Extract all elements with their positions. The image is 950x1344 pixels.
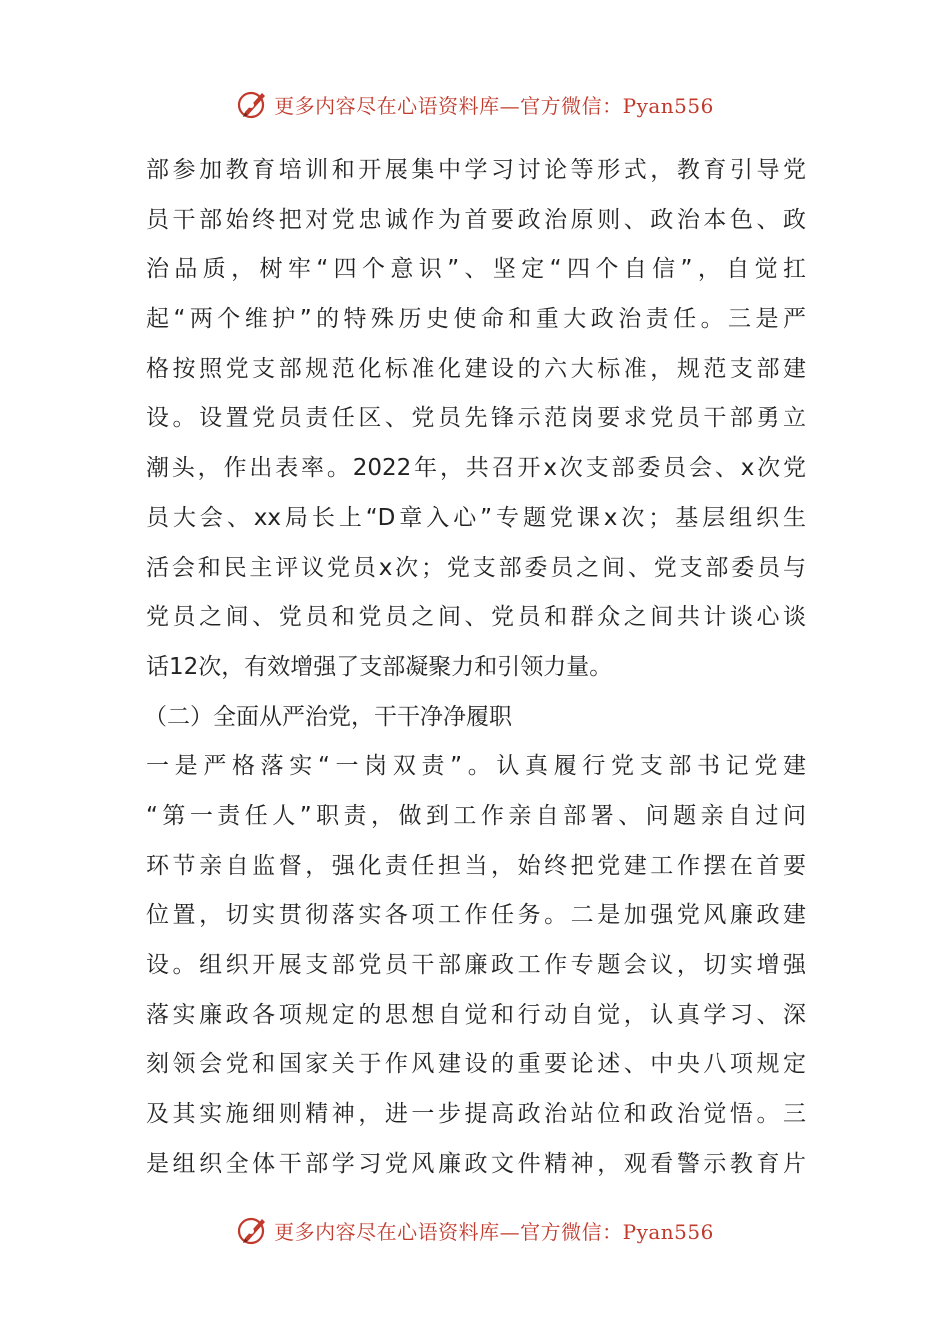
body-line: 话12次，有效增强了支部凝聚力和引领力量。 xyxy=(146,653,613,680)
body-line: 落实廉政各项规定的思想自觉和行动自觉，认真学习、深 xyxy=(146,1001,806,1028)
watermark-header xyxy=(0,84,950,124)
body-line: 设。设置党员责任区、党员先锋示范岗要求党员干部勇立 xyxy=(146,405,806,432)
body-line: 环节亲自监督，强化责任担当，始终把党建工作摆在首要 xyxy=(146,852,806,879)
body-line: 治品质，树牢“四个意识”、坚定“四个自信”，自觉扛 xyxy=(146,256,806,283)
body-line: 起“两个维护”的特殊历史使命和重大政治责任。三是严 xyxy=(146,306,806,333)
body-line: 位置，切实贯彻落实各项工作任务。二是加强党风廉政建 xyxy=(146,902,806,929)
body-line: 格按照党支部规范化标准化建设的六大标准，规范支部建 xyxy=(146,355,806,382)
pen-in-circle-logo-icon xyxy=(236,87,270,121)
body-line: 设。组织开展支部党员干部廉政工作专题会议，切实增强 xyxy=(146,952,806,978)
section-heading: （二）全面从严治党，干干净净履职 xyxy=(144,703,512,730)
watermark-text: 更多内容尽在心语资料库—官方微信：Pyan556 xyxy=(274,93,714,118)
body-line: 潮头，作出表率。2022年，共召开x次支部委员会、x次党 xyxy=(146,455,806,482)
body-line: 刻领会党和国家关于作风建设的重要论述、中央八项规定 xyxy=(146,1051,806,1078)
body-line: 员大会、xx局长上“D章入心”专题党课x次；基层组织生 xyxy=(146,504,806,531)
body-line: 党员之间、党员和党员之间、党员和群众之间共计谈心谈 xyxy=(146,604,806,631)
body-line: 一是严格落实“一岗双责”。认真履行党支部书记党建 xyxy=(146,753,806,780)
body-line: 活会和民主评议党员x次；党支部委员之间、党支部委员与 xyxy=(146,554,806,581)
watermark-text: 更多内容尽在心语资料库—官方微信：Pyan556 xyxy=(274,1219,714,1244)
body-line: 部参加教育培训和开展集中学习讨论等形式，教育引导党 xyxy=(146,157,806,183)
body-line: “第一责任人”职责，做到工作亲自部署、问题亲自过问 xyxy=(146,802,806,829)
body-line: 及其实施细则精神，进一步提高政治站位和政治觉悟。三 xyxy=(146,1101,806,1128)
document-body xyxy=(146,146,806,1189)
body-line: 是组织全体干部学习党风廉政文件精神，观看警示教育片 xyxy=(146,1150,806,1177)
body-line: 员干部始终把对党忠诚作为首要政治原则、政治本色、政 xyxy=(146,206,806,233)
watermark-footer xyxy=(0,1210,950,1250)
pen-in-circle-logo-icon xyxy=(236,1213,270,1247)
